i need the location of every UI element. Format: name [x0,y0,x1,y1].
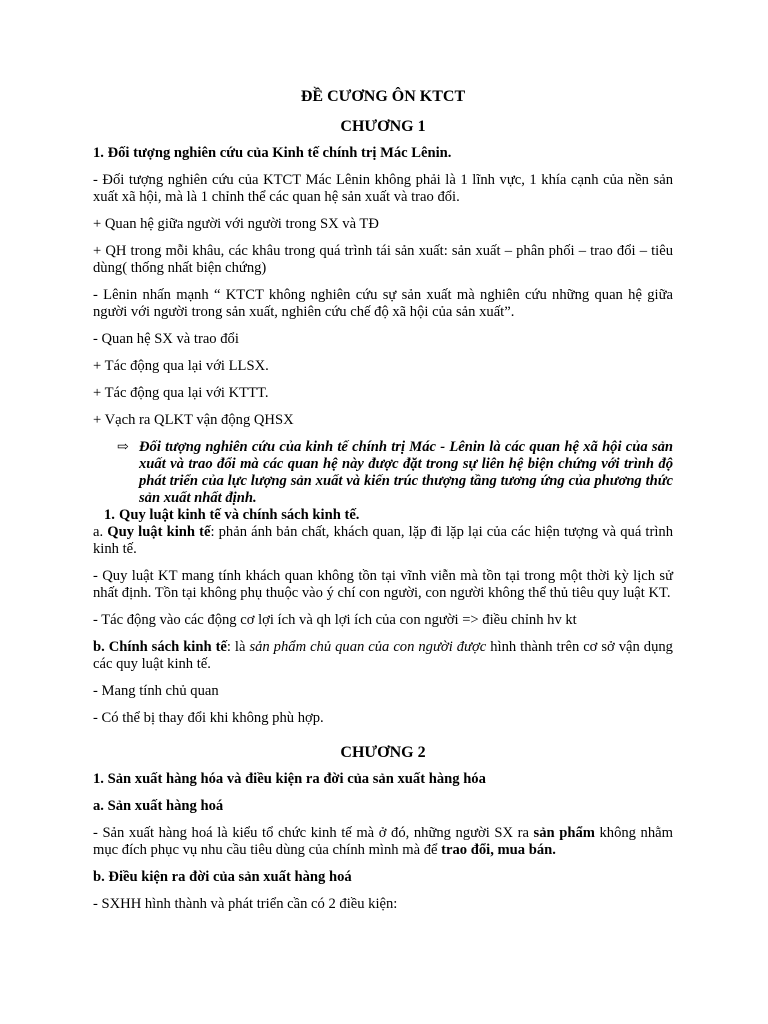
document-title: ĐỀ CƯƠNG ÔN KTCT [300,88,466,105]
paragraph: - Tác động vào các động cơ lợi ích và qh lợi ích của con người => điều chỉnh hv kt [93,612,577,628]
paragraph: + Tác động qua lại với LLSX. [93,358,269,374]
paragraph: + Vạch ra QLKT vận động QHSX [93,412,294,428]
italic-term: sản phẩm chủ quan của con người được [249,639,487,655]
paragraph-sxhh [93,825,673,859]
paragraph: - Đối tượng nghiên cứu của KTCT Mác Lênin không phải là 1 lĩnh vực, 1 khía cạnh của nền sản xuất xã hội, mà là 1 chỉnh thể các quan hệ sản xuất và trao đổi. [93,172,673,205]
bold-term: trao đổi, mua bán. [441,842,556,858]
numbered-item [93,507,673,524]
paragraph: - Quy luật KT mang tính khách quan không tồn tại vĩnh viễn mà tồn tại trong một thời kỳ lịch sử nhất định. Tồn tại không phụ thuộc vào ý chí con người, con người không thể thủ tiêu quy luật KT. [93,568,673,601]
arrow-right-outline-icon: ⇨ [117,440,129,455]
text-run: - Sản xuất hàng hoá là kiểu tổ chức kinh tế mà ở đó, những người SX ra [93,825,534,841]
conclusion-block [93,439,673,507]
subsection-heading: b. Điều kiện ra đời của sản xuất hàng hoá [93,869,352,885]
paragraph: - Mang tính chủ quan [93,683,219,699]
paragraph: + QH trong mỗi khâu, các khâu trong quá trình tái sản xuất: sản xuất – phân phối – trao đổi – tiêu dùng( thống nhất biện chứng) [93,243,673,276]
bold-term: b. Chính sách kinh tế [93,639,227,655]
conclusion-text: Đối tượng nghiên cứu của kinh tế chính trị Mác - Lênin là các quan hệ xã hội của sản xuất và trao đổi mà các quan hệ này được đặt trong sự liên hệ biện chứng với trình độ phát triển của lực lượng sản xuất và kiến trúc thượng tầng tương ứng của phương thức sản xuất nhất định. [139,439,673,506]
paragraph: - Có thể bị thay đổi khi không phù hợp. [93,710,324,726]
list-number: 1. [104,507,115,523]
numbered-item-text: Quy luật kinh tế và chính sách kinh tế. [119,507,360,523]
paragraph: - Quan hệ SX và trao đổi [93,331,239,347]
paragraph-chinh-sach [93,639,673,673]
text-run: không nhằm mục đích phục vụ nhu cầu tiêu dùng của chính mình mà để [93,825,673,858]
paragraph: - Lênin nhấn mạnh “ KTCT không nghiên cứu sự sản xuất mà nghiên cứu những quan hệ giữa người với người trong sản xuất, nghiên cứu chế độ xã hội của sản xuất”. [93,287,673,320]
text-run: a. [93,524,108,540]
paragraph: + Quan hệ giữa người với người trong SX và TĐ [93,216,379,232]
paragraph: - SXHH hình thành và phát triển cần có 2 điều kiện: [93,896,398,912]
paragraph: + Tác động qua lại với KTTT. [93,385,269,401]
section-1-heading: 1. Đối tượng nghiên cứu của Kinh tế chính trị Mác Lênin. [93,145,452,161]
text-run: : là [226,639,250,655]
bold-term: sản phẩm [533,825,595,841]
paragraph-quy-luat [93,524,673,558]
section-heading: 1. Sản xuất hàng hóa và điều kiện ra đời của sản xuất hàng hóa [93,771,486,787]
bold-term: Quy luật kinh tế [107,524,211,540]
chapter-1-heading: CHƯƠNG 1 [340,118,426,135]
text-run: : phản ánh bản chất, khách quan, lặp đi lặp lại của các hiện tượng và quá trình kinh tế. [93,524,673,557]
text-run: hình thành trên cơ sở vận dụng các quy luật kinh tế. [93,639,673,672]
chapter-2-heading: CHƯƠNG 2 [340,744,426,761]
subsection-heading: a. Sản xuất hàng hoá [93,798,224,814]
